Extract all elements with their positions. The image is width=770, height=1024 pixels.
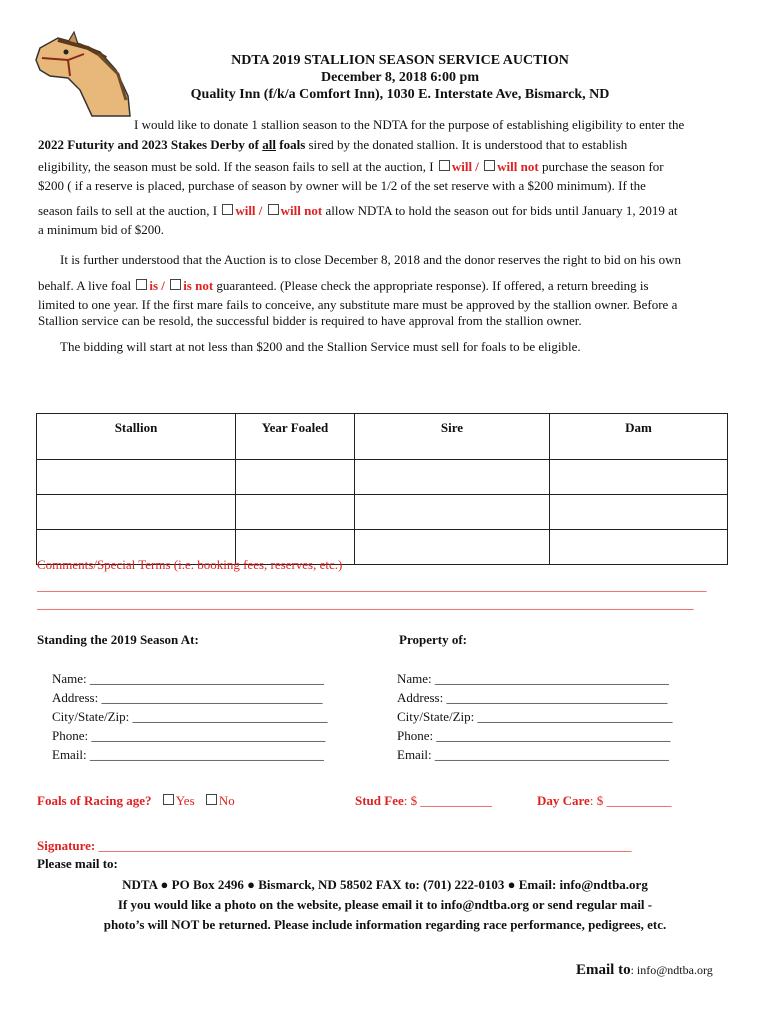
- col-sire: Sire: [355, 414, 550, 460]
- foals-racing-age: Foals of Racing age? Yes No: [37, 793, 235, 808]
- header-title: NDTA 2019 STALLION SEASON SERVICE AUCTION: [231, 53, 569, 68]
- stallion-cell[interactable]: [37, 460, 236, 495]
- p2-line-c: limited to one year. If the first mare fails to conceive, any substitute mare must be approved by the stallion owner. Before a: [38, 297, 678, 312]
- donation-paragraph: [38, 115, 728, 155]
- property-title: Property of:: [399, 632, 467, 647]
- foal-not-guaranteed-checkbox[interactable]: [170, 279, 181, 290]
- mail-address: NDTA ● PO Box 2496 ● Bismarck, ND 58502 FAX to: (701) 222-0103 ● Email: info@ndtba.org: [122, 877, 648, 892]
- comments-line-2[interactable]: _____________________________________________________________________________________________________: [37, 596, 694, 611]
- photo-note-1: If you would like a photo on the website, please email it to info@ndtba.org or send regular mail -: [117, 897, 653, 912]
- p2-line-d: Stallion service can be resold, the successful bidder is required to have approval from the stallion owner.: [38, 313, 582, 328]
- horse-head-icon: [28, 30, 138, 120]
- sire-cell[interactable]: [355, 460, 550, 495]
- property-name-field[interactable]: Name: ____________________________________: [397, 671, 669, 686]
- foals-no-checkbox[interactable]: [206, 794, 217, 805]
- property-phone-field[interactable]: Phone: ____________________________________: [397, 728, 671, 743]
- p1-line-b: 2022 Futurity and 2023 Stakes Derby of all foals sired by the donated stallion. It is understood that to establish: [38, 137, 628, 152]
- comments-line-1[interactable]: _______________________________________________________________________________________________________: [37, 578, 707, 593]
- p1-line-a: I would like to donate 1 stallion season to the NDTA for the purpose of establishing eligibility to enter the: [134, 117, 685, 132]
- year-cell[interactable]: [236, 460, 355, 495]
- standing-address-field[interactable]: Address: __________________________________: [52, 690, 323, 705]
- foal-guaranteed-checkbox[interactable]: [136, 279, 147, 290]
- signature-field[interactable]: Signature: __________________________________________________________________________________: [37, 838, 632, 853]
- photo-note-2: photo’s will NOT be returned. Please include information regarding race performance, pedigrees, etc.: [103, 917, 667, 932]
- document-header: [150, 52, 650, 103]
- standing-phone-field[interactable]: Phone: ____________________________________: [52, 728, 326, 743]
- p1-line-c: eligibility, the season must be sold. If the season fails to sell at the auction, I will / will not purchase the season for: [38, 159, 664, 174]
- will-purchase-checkbox[interactable]: [439, 160, 450, 171]
- stud-fee-field[interactable]: Stud Fee: $ ___________: [355, 793, 492, 808]
- dam-cell[interactable]: [550, 460, 728, 495]
- p1-line-d: $200 ( if a reserve is placed, purchase of season by owner will be 1/2 of the set reserve with a $200 minimum). If the: [38, 178, 646, 193]
- header-date: December 8, 2018 6:00 pm: [321, 70, 479, 85]
- table-row: [37, 460, 728, 495]
- day-care-field[interactable]: Day Care: $ __________: [537, 793, 672, 808]
- table-row: [37, 495, 728, 530]
- property-address-field[interactable]: Address: __________________________________: [397, 690, 668, 705]
- bidding-paragraph: The bidding will start at not less than $200 and the Stallion Service must sell for foals to be eligible.: [60, 339, 581, 354]
- dam-cell[interactable]: [550, 495, 728, 530]
- mail-info: [40, 875, 730, 935]
- comments-label: Comments/Special Terms (i.e. booking fees, reserves, etc.): [37, 557, 343, 572]
- standing-email-field[interactable]: Email: ____________________________________: [52, 747, 324, 762]
- year-cell[interactable]: [236, 495, 355, 530]
- header-venue: Quality Inn (f/k/a Comfort Inn), 1030 E. Interstate Ave, Bismarck, ND: [190, 87, 610, 102]
- sire-cell[interactable]: [355, 495, 550, 530]
- standing-title: Standing the 2019 Season At:: [37, 632, 199, 647]
- property-fields: [397, 669, 717, 764]
- stallion-table: [36, 413, 728, 565]
- dam-cell[interactable]: [550, 530, 728, 565]
- will-not-purchase-checkbox[interactable]: [484, 160, 495, 171]
- col-stallion: Stallion: [37, 414, 236, 460]
- p2-line-a: It is further understood that the Auction is to close December 8, 2018 and the donor reserves the right to bid on his own: [60, 252, 681, 267]
- email-to: Email to: info@ndtba.org: [576, 962, 713, 978]
- table-header-row: [37, 414, 728, 460]
- foals-yes-checkbox[interactable]: [163, 794, 174, 805]
- standing-city-field[interactable]: City/State/Zip: ______________________________: [52, 709, 328, 724]
- standing-fields: [52, 669, 372, 764]
- col-dam: Dam: [550, 414, 728, 460]
- standing-name-field[interactable]: Name: ____________________________________: [52, 671, 324, 686]
- p1-line-f: a minimum bid of $200.: [38, 222, 165, 237]
- stallion-cell[interactable]: [37, 495, 236, 530]
- col-year-foaled: Year Foaled: [236, 414, 355, 460]
- sire-cell[interactable]: [355, 530, 550, 565]
- will-allow-checkbox[interactable]: [222, 204, 233, 215]
- p1-line-e: season fails to sell at the auction, I will / will not allow NDTA to hold the season out for bids until January 1, 2019 at: [38, 203, 678, 218]
- will-not-allow-checkbox[interactable]: [268, 204, 279, 215]
- property-city-field[interactable]: City/State/Zip: ______________________________: [397, 709, 673, 724]
- mail-label: Please mail to:: [37, 856, 118, 871]
- p2-line-b: behalf. A live foal is / is not guaranteed. (Please check the appropriate response). If offered, a return breeding is: [38, 278, 649, 293]
- property-email-field[interactable]: Email: ____________________________________: [397, 747, 669, 762]
